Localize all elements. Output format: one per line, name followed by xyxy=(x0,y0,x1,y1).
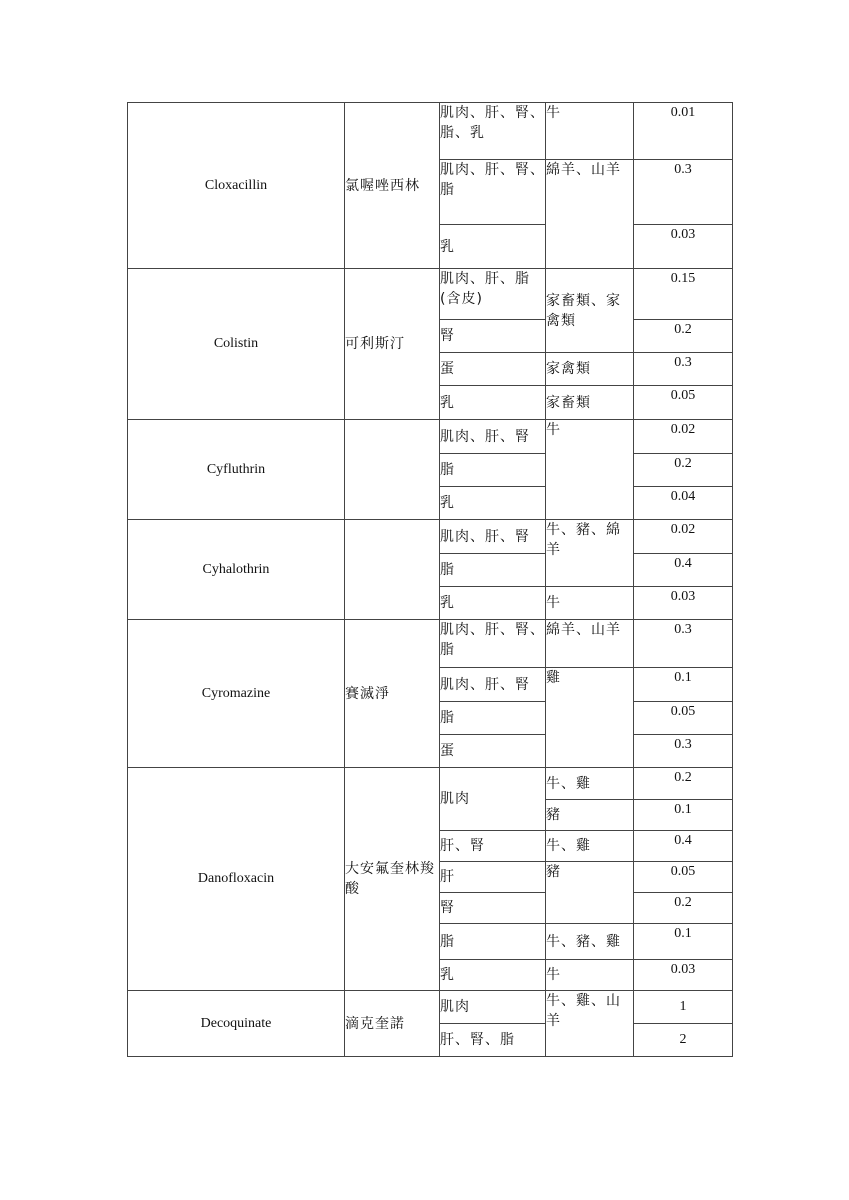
table-row xyxy=(128,991,733,1024)
tissue-cell: 肌肉、肝、腎 xyxy=(440,668,546,702)
table-row xyxy=(128,620,733,668)
species-cell: 家禽類 xyxy=(546,353,634,386)
drug-name-english: Decoquinate xyxy=(128,991,345,1057)
mrl-cell: 0.2 xyxy=(634,320,733,353)
mrl-cell: 0.3 xyxy=(634,735,733,768)
table-row xyxy=(128,103,733,160)
tissue-cell: 肌肉、肝、脂(含皮) xyxy=(440,269,546,320)
tissue-cell: 乳 xyxy=(440,587,546,620)
species-cell: 牛 xyxy=(546,587,634,620)
species-cell: 綿羊、山羊 xyxy=(546,620,634,668)
drug-name-english: Cloxacillin xyxy=(128,103,345,269)
mrl-cell: 0.05 xyxy=(634,386,733,420)
tissue-cell: 乳 xyxy=(440,487,546,520)
drug-name-english: Colistin xyxy=(128,269,345,420)
drug-name-chinese xyxy=(345,420,440,520)
tissue-cell: 肌肉、肝、腎、脂 xyxy=(440,160,546,225)
mrl-cell: 0.4 xyxy=(634,554,733,587)
drug-name-chinese xyxy=(345,520,440,620)
drug-name-chinese: 氯喔唑西林 xyxy=(345,103,440,269)
mrl-cell: 0.3 xyxy=(634,160,733,225)
tissue-cell: 脂 xyxy=(440,924,546,960)
species-cell: 豬 xyxy=(546,800,634,831)
drug-name-english: Cyhalothrin xyxy=(128,520,345,620)
tissue-cell: 肝、腎、脂 xyxy=(440,1024,546,1057)
table-row xyxy=(128,420,733,454)
species-cell: 牛、雞 xyxy=(546,768,634,800)
mrl-cell: 0.4 xyxy=(634,831,733,862)
species-cell: 牛、雞、山羊 xyxy=(546,991,634,1057)
tissue-cell: 肝、腎 xyxy=(440,831,546,862)
mrl-cell: 0.01 xyxy=(634,103,733,160)
residue-limit-table xyxy=(127,102,733,1057)
table-row xyxy=(128,768,733,800)
species-cell: 綿羊、山羊 xyxy=(546,160,634,269)
drug-name-english: Cyfluthrin xyxy=(128,420,345,520)
species-cell: 牛 xyxy=(546,103,634,160)
tissue-cell: 乳 xyxy=(440,225,546,269)
tissue-cell: 肌肉 xyxy=(440,768,546,831)
tissue-cell: 肌肉 xyxy=(440,991,546,1024)
mrl-cell: 0.2 xyxy=(634,768,733,800)
tissue-cell: 腎 xyxy=(440,893,546,924)
mrl-cell: 0.15 xyxy=(634,269,733,320)
species-cell: 家畜類 xyxy=(546,386,634,420)
mrl-cell: 0.2 xyxy=(634,454,733,487)
species-cell: 牛、豬、綿羊 xyxy=(546,520,634,587)
species-cell: 牛、雞 xyxy=(546,831,634,862)
tissue-cell: 蛋 xyxy=(440,735,546,768)
tissue-cell: 脂 xyxy=(440,554,546,587)
drug-name-english: Cyromazine xyxy=(128,620,345,768)
drug-name-chinese: 可利斯汀 xyxy=(345,269,440,420)
mrl-cell: 0.03 xyxy=(634,960,733,991)
species-cell: 家畜類、家禽類 xyxy=(546,269,634,353)
mrl-cell: 0.1 xyxy=(634,668,733,702)
mrl-cell: 1 xyxy=(634,991,733,1024)
species-cell: 豬 xyxy=(546,862,634,924)
drug-name-chinese: 滴克奎諾 xyxy=(345,991,440,1057)
species-cell: 雞 xyxy=(546,668,634,768)
tissue-cell: 乳 xyxy=(440,386,546,420)
drug-name-chinese: 賽滅淨 xyxy=(345,620,440,768)
tissue-cell: 脂 xyxy=(440,702,546,735)
species-cell: 牛 xyxy=(546,960,634,991)
tissue-cell: 肝 xyxy=(440,862,546,893)
mrl-cell: 2 xyxy=(634,1024,733,1057)
mrl-cell: 0.05 xyxy=(634,702,733,735)
tissue-cell: 肌肉、肝、腎 xyxy=(440,520,546,554)
table-row xyxy=(128,269,733,320)
mrl-cell: 0.02 xyxy=(634,520,733,554)
mrl-cell: 0.3 xyxy=(634,620,733,668)
tissue-cell: 脂 xyxy=(440,454,546,487)
drug-name-english: Danofloxacin xyxy=(128,768,345,991)
mrl-cell: 0.1 xyxy=(634,800,733,831)
species-cell: 牛 xyxy=(546,420,634,520)
mrl-cell: 0.03 xyxy=(634,225,733,269)
drug-name-chinese: 大安氟奎林羧酸 xyxy=(345,768,440,991)
tissue-cell: 肌肉、肝、腎、脂、乳 xyxy=(440,103,546,160)
table-row xyxy=(128,520,733,554)
tissue-cell: 肌肉、肝、腎 xyxy=(440,420,546,454)
tissue-cell: 乳 xyxy=(440,960,546,991)
tissue-cell: 蛋 xyxy=(440,353,546,386)
mrl-cell: 0.04 xyxy=(634,487,733,520)
tissue-cell: 腎 xyxy=(440,320,546,353)
mrl-cell: 0.3 xyxy=(634,353,733,386)
mrl-cell: 0.02 xyxy=(634,420,733,454)
tissue-cell: 肌肉、肝、腎、脂 xyxy=(440,620,546,668)
mrl-cell: 0.05 xyxy=(634,862,733,893)
species-cell: 牛、豬、雞 xyxy=(546,924,634,960)
mrl-cell: 0.03 xyxy=(634,587,733,620)
mrl-cell: 0.2 xyxy=(634,893,733,924)
mrl-cell: 0.1 xyxy=(634,924,733,960)
